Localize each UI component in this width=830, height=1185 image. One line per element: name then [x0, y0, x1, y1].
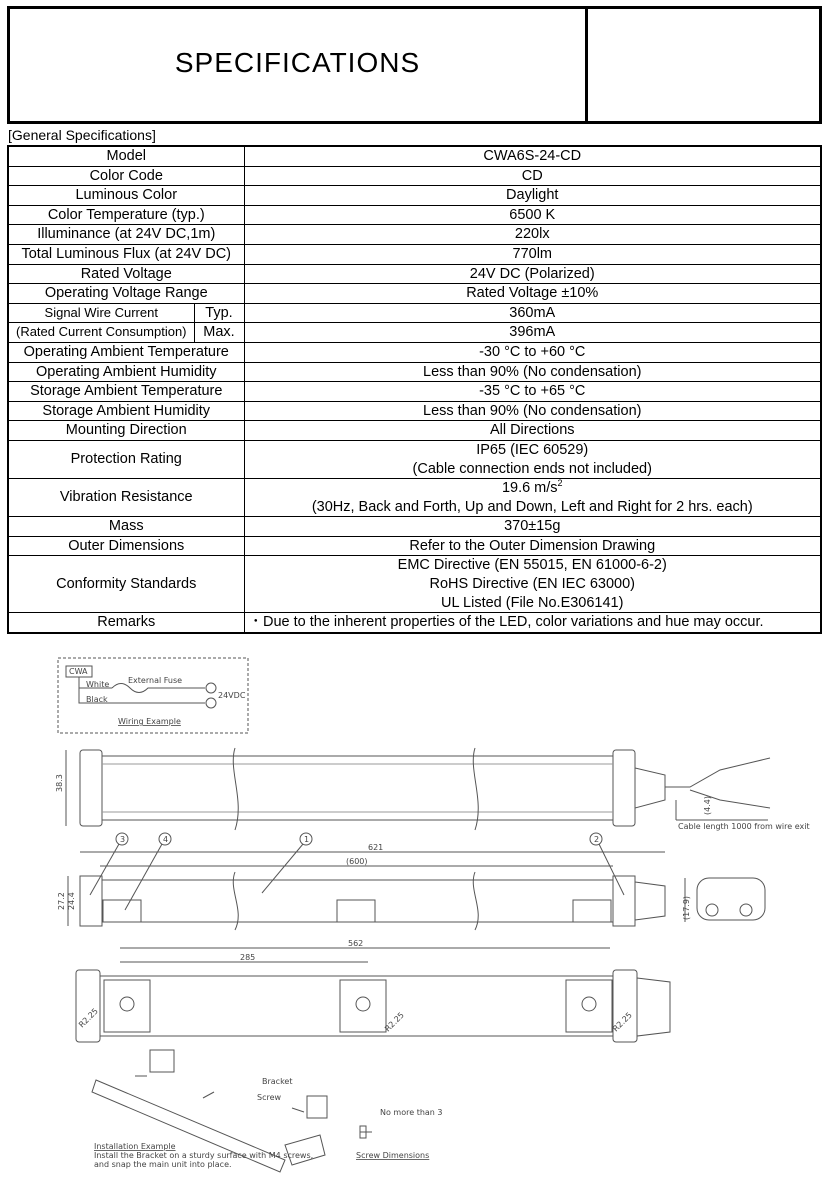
spec-label: Conformity Standards: [8, 556, 244, 613]
spec-value: UL Listed (File No.E306141): [244, 594, 821, 613]
dim-600: (600): [346, 857, 368, 866]
table-row: [8, 284, 821, 304]
installation-note-1: Install the Bracket on a sturdy surface with M4 screws,: [94, 1151, 314, 1160]
table-row: [8, 440, 821, 459]
spec-value: -30 °C to +60 °C: [244, 342, 821, 362]
dim-38-3: 38.3: [55, 774, 64, 792]
dim-24-4: 24.4: [67, 892, 76, 910]
spec-label: Model: [8, 146, 244, 166]
installation-caption: Installation Example: [94, 1142, 176, 1151]
table-row: [8, 536, 821, 556]
spec-label: Mounting Direction: [8, 421, 244, 441]
callout-1: 1: [304, 835, 310, 844]
table-row: [8, 479, 821, 498]
spec-label: Vibration Resistance: [8, 479, 244, 517]
spec-label: Outer Dimensions: [8, 536, 244, 556]
table-row: [8, 166, 821, 186]
table-row: [8, 186, 821, 206]
dim-17-9: (17.9): [682, 895, 691, 920]
spec-label: Luminous Color: [8, 186, 244, 206]
dim-4-4: (4.4): [703, 796, 712, 815]
spec-label: Illuminance (at 24V DC,1m): [8, 225, 244, 245]
dimension-drawing: [0, 640, 830, 1185]
table-row: [8, 303, 821, 323]
dim-621: 621: [368, 843, 384, 852]
table-row: [8, 205, 821, 225]
bottom-view: [76, 948, 670, 1042]
bracket-label: Bracket: [262, 1077, 293, 1086]
callout-3: 3: [120, 835, 126, 844]
spec-value: RoHS Directive (EN IEC 63000): [244, 575, 821, 594]
table-row: [8, 613, 821, 633]
table-row: [8, 421, 821, 441]
title-block: [7, 6, 822, 124]
spec-value: [244, 479, 821, 498]
spec-label: Rated Voltage: [8, 264, 244, 284]
screw-dim-note: No more than 3: [380, 1108, 443, 1117]
spec-value: 220lx: [244, 225, 821, 245]
spec-label: (Rated Current Consumption): [8, 323, 194, 343]
table-row: [8, 244, 821, 264]
spec-value: 6500 K: [244, 205, 821, 225]
spec-sublabel: Typ.: [194, 303, 244, 323]
spec-value: (Cable connection ends not included): [244, 460, 821, 479]
spec-label: Mass: [8, 517, 244, 537]
vibration-value: 19.6 m/s: [501, 480, 558, 497]
table-row: [8, 323, 821, 343]
minus-terminal-icon: [206, 698, 216, 708]
table-row: [8, 146, 821, 166]
table-row: [8, 342, 821, 362]
wiring-white-label: White: [86, 680, 110, 689]
title-divider: [585, 9, 588, 121]
spec-table: [7, 145, 822, 634]
dim-r225-right: R2.25: [611, 1010, 634, 1034]
page-title: SPECIFICATIONS: [174, 47, 421, 78]
table-row: [8, 362, 821, 382]
spec-value: 24V DC (Polarized): [244, 264, 821, 284]
vibration-exponent: 2: [557, 478, 563, 489]
installation-note-2: and snap the main unit into place.: [94, 1160, 232, 1169]
dim-285: 285: [240, 953, 256, 962]
spec-value: 360mA: [244, 303, 821, 323]
side-view-middle: [68, 833, 765, 930]
callout-4: 4: [163, 835, 169, 844]
dim-562: 562: [348, 939, 364, 948]
spec-value: (30Hz, Back and Forth, Up and Down, Left and Right for 2 hrs. each): [244, 498, 821, 517]
spec-label: Color Temperature (typ.): [8, 205, 244, 225]
spec-value: 770lm: [244, 244, 821, 264]
table-row: [8, 556, 821, 575]
table-row: [8, 382, 821, 402]
dim-r225-mid: R2.25: [383, 1010, 406, 1034]
spec-value: Less than 90% (No condensation): [244, 362, 821, 382]
table-row: [8, 264, 821, 284]
dim-27-2: 27.2: [57, 892, 66, 910]
wiring-black-label: Black: [86, 695, 108, 704]
spec-value: IP65 (IEC 60529): [244, 440, 821, 459]
dim-r225-left: R2.25: [77, 1006, 100, 1030]
spec-label: Signal Wire Current: [8, 303, 194, 323]
wiring-cwa-label: CWA: [69, 667, 88, 676]
spec-sublabel: Max.: [194, 323, 244, 343]
spec-value: CD: [244, 166, 821, 186]
table-row: [8, 225, 821, 245]
section-label: [General Specifications]: [8, 127, 156, 143]
screw-dimensions-caption: Screw Dimensions: [356, 1151, 430, 1160]
spec-label: Operating Voltage Range: [8, 284, 244, 304]
spec-value: Refer to the Outer Dimension Drawing: [244, 536, 821, 556]
screw-label: Screw: [257, 1093, 282, 1102]
spec-label: Color Code: [8, 166, 244, 186]
spec-label: Protection Rating: [8, 440, 244, 478]
spec-label: Remarks: [8, 613, 244, 633]
spec-value: -35 °C to +65 °C: [244, 382, 821, 402]
spec-value: 396mA: [244, 323, 821, 343]
table-row: [8, 401, 821, 421]
spec-label: Operating Ambient Humidity: [8, 362, 244, 382]
side-view-top: [66, 748, 770, 830]
wiring-vdc-label: 24VDC: [218, 691, 246, 700]
spec-value: Daylight: [244, 186, 821, 206]
plus-terminal-icon: [206, 683, 216, 693]
callout-2: 2: [594, 835, 600, 844]
spec-value: All Directions: [244, 421, 821, 441]
spec-value: CWA6S-24-CD: [244, 146, 821, 166]
spec-value: 370±15g: [244, 517, 821, 537]
spec-label: Storage Ambient Humidity: [8, 401, 244, 421]
wiring-fuse-label: External Fuse: [128, 676, 183, 685]
spec-value: ・Due to the inherent properties of the LED, color variations and hue may occur.: [244, 613, 821, 633]
spec-label: Storage Ambient Temperature: [8, 382, 244, 402]
table-row: [8, 517, 821, 537]
spec-label: Total Luminous Flux (at 24V DC): [8, 244, 244, 264]
cable-length-label: Cable length 1000 from wire exit: [678, 822, 810, 831]
spec-value: Less than 90% (No condensation): [244, 401, 821, 421]
spec-value: Rated Voltage ±10%: [244, 284, 821, 304]
wiring-caption: Wiring Example: [118, 717, 181, 726]
spec-value: EMC Directive (EN 55015, EN 61000-6-2): [244, 556, 821, 575]
spec-label: Operating Ambient Temperature: [8, 342, 244, 362]
